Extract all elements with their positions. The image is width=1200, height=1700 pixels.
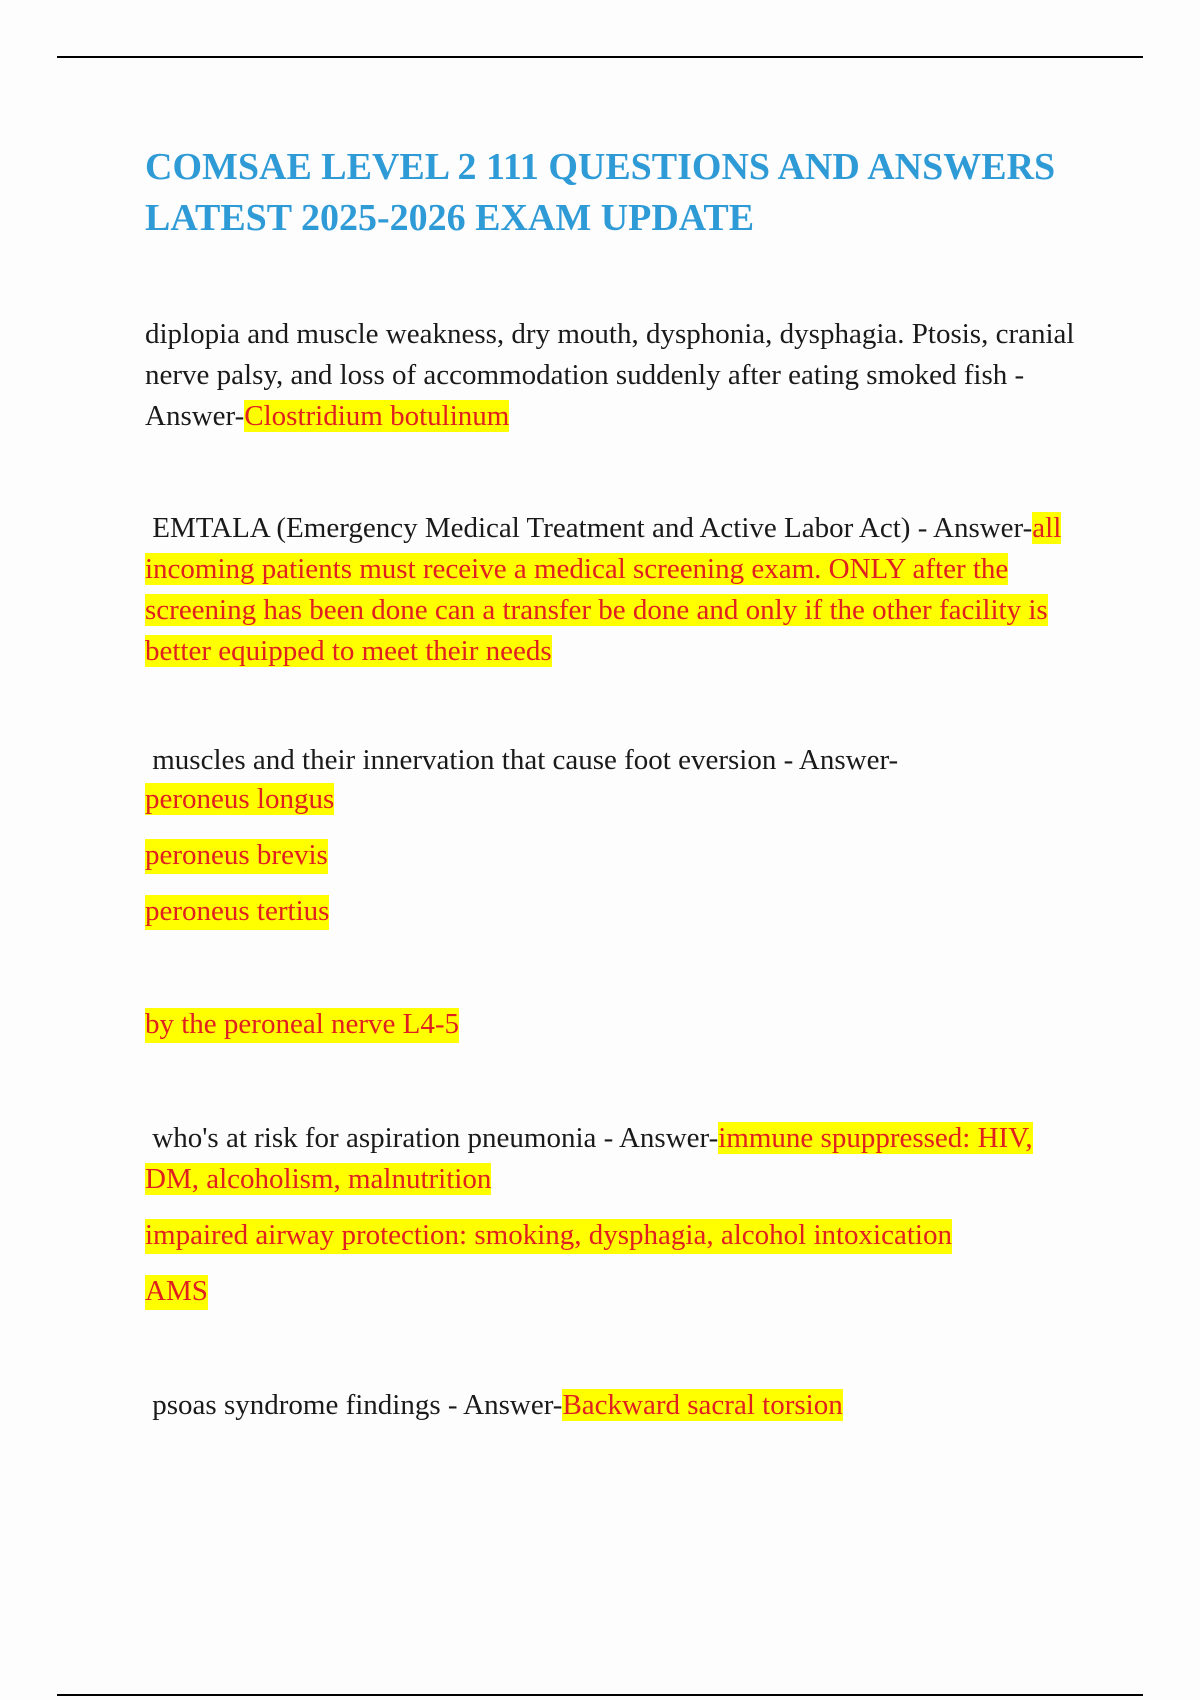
question-text: who's at risk for aspiration pneumonia - Answer- (145, 1122, 719, 1154)
question-text: EMTALA (Emergency Medical Treatment and Active Labor Act) - Answer- (145, 512, 1033, 544)
answer-highlight: Clostridium botulinum (244, 400, 510, 432)
document-title: COMSAE LEVEL 2 111 QUESTIONS AND ANSWERS LATEST 2025-2026 EXAM UPDATE (145, 146, 1056, 239)
answer-highlight: peroneus brevis (145, 839, 328, 874)
answer-line (145, 1004, 1085, 1045)
top-rule (57, 56, 1143, 58)
qa-item-psoas (145, 1385, 1085, 1426)
qa-item-botulinum (145, 314, 1085, 437)
answer-highlight: immune spuppressed: HIV, DM, alcoholism, malnutrition (145, 1122, 1033, 1195)
answer-line (145, 1271, 1085, 1312)
qa-item-emtala (145, 508, 1085, 672)
answer-highlight: Backward sacral torsion (562, 1389, 843, 1421)
qa-paragraph (145, 740, 1085, 781)
answer-line (145, 779, 1085, 820)
qa-paragraph (145, 1118, 1085, 1200)
answer-highlight: peroneus longus (145, 783, 335, 815)
question-text: psoas syndrome findings - Answer- (145, 1389, 563, 1421)
question-text: muscles and their innervation that cause foot eversion - Answer- (145, 744, 899, 776)
answer-highlight: peroneus tertius (145, 895, 329, 930)
bottom-rule (57, 1694, 1143, 1696)
answer-line (145, 891, 1085, 932)
qa-item-aspiration (145, 1118, 1085, 1312)
answer-highlight: AMS (145, 1275, 208, 1310)
answer-line (145, 1215, 1085, 1256)
qa-item-foot-eversion (145, 740, 1085, 1045)
qa-paragraph (145, 1385, 1085, 1426)
question-text: diplopia and muscle weakness, dry mouth, dysphonia, dysphagia. Ptosis, cranial nerve palsy, and loss of accommodation suddenly after eating smoked fish - Answer- (145, 318, 1075, 432)
qa-paragraph (145, 508, 1085, 672)
answer-highlight: all incoming patients must receive a medical screening exam. ONLY after the screening has been done can a transfer be done and only if the other facility is better equipped to meet their needs (145, 512, 1062, 667)
qa-paragraph (145, 314, 1085, 437)
answer-line (145, 835, 1085, 876)
answer-highlight: impaired airway protection: smoking, dysphagia, alcohol intoxication (145, 1219, 952, 1254)
answer-highlight: by the peroneal nerve L4-5 (145, 1008, 459, 1043)
